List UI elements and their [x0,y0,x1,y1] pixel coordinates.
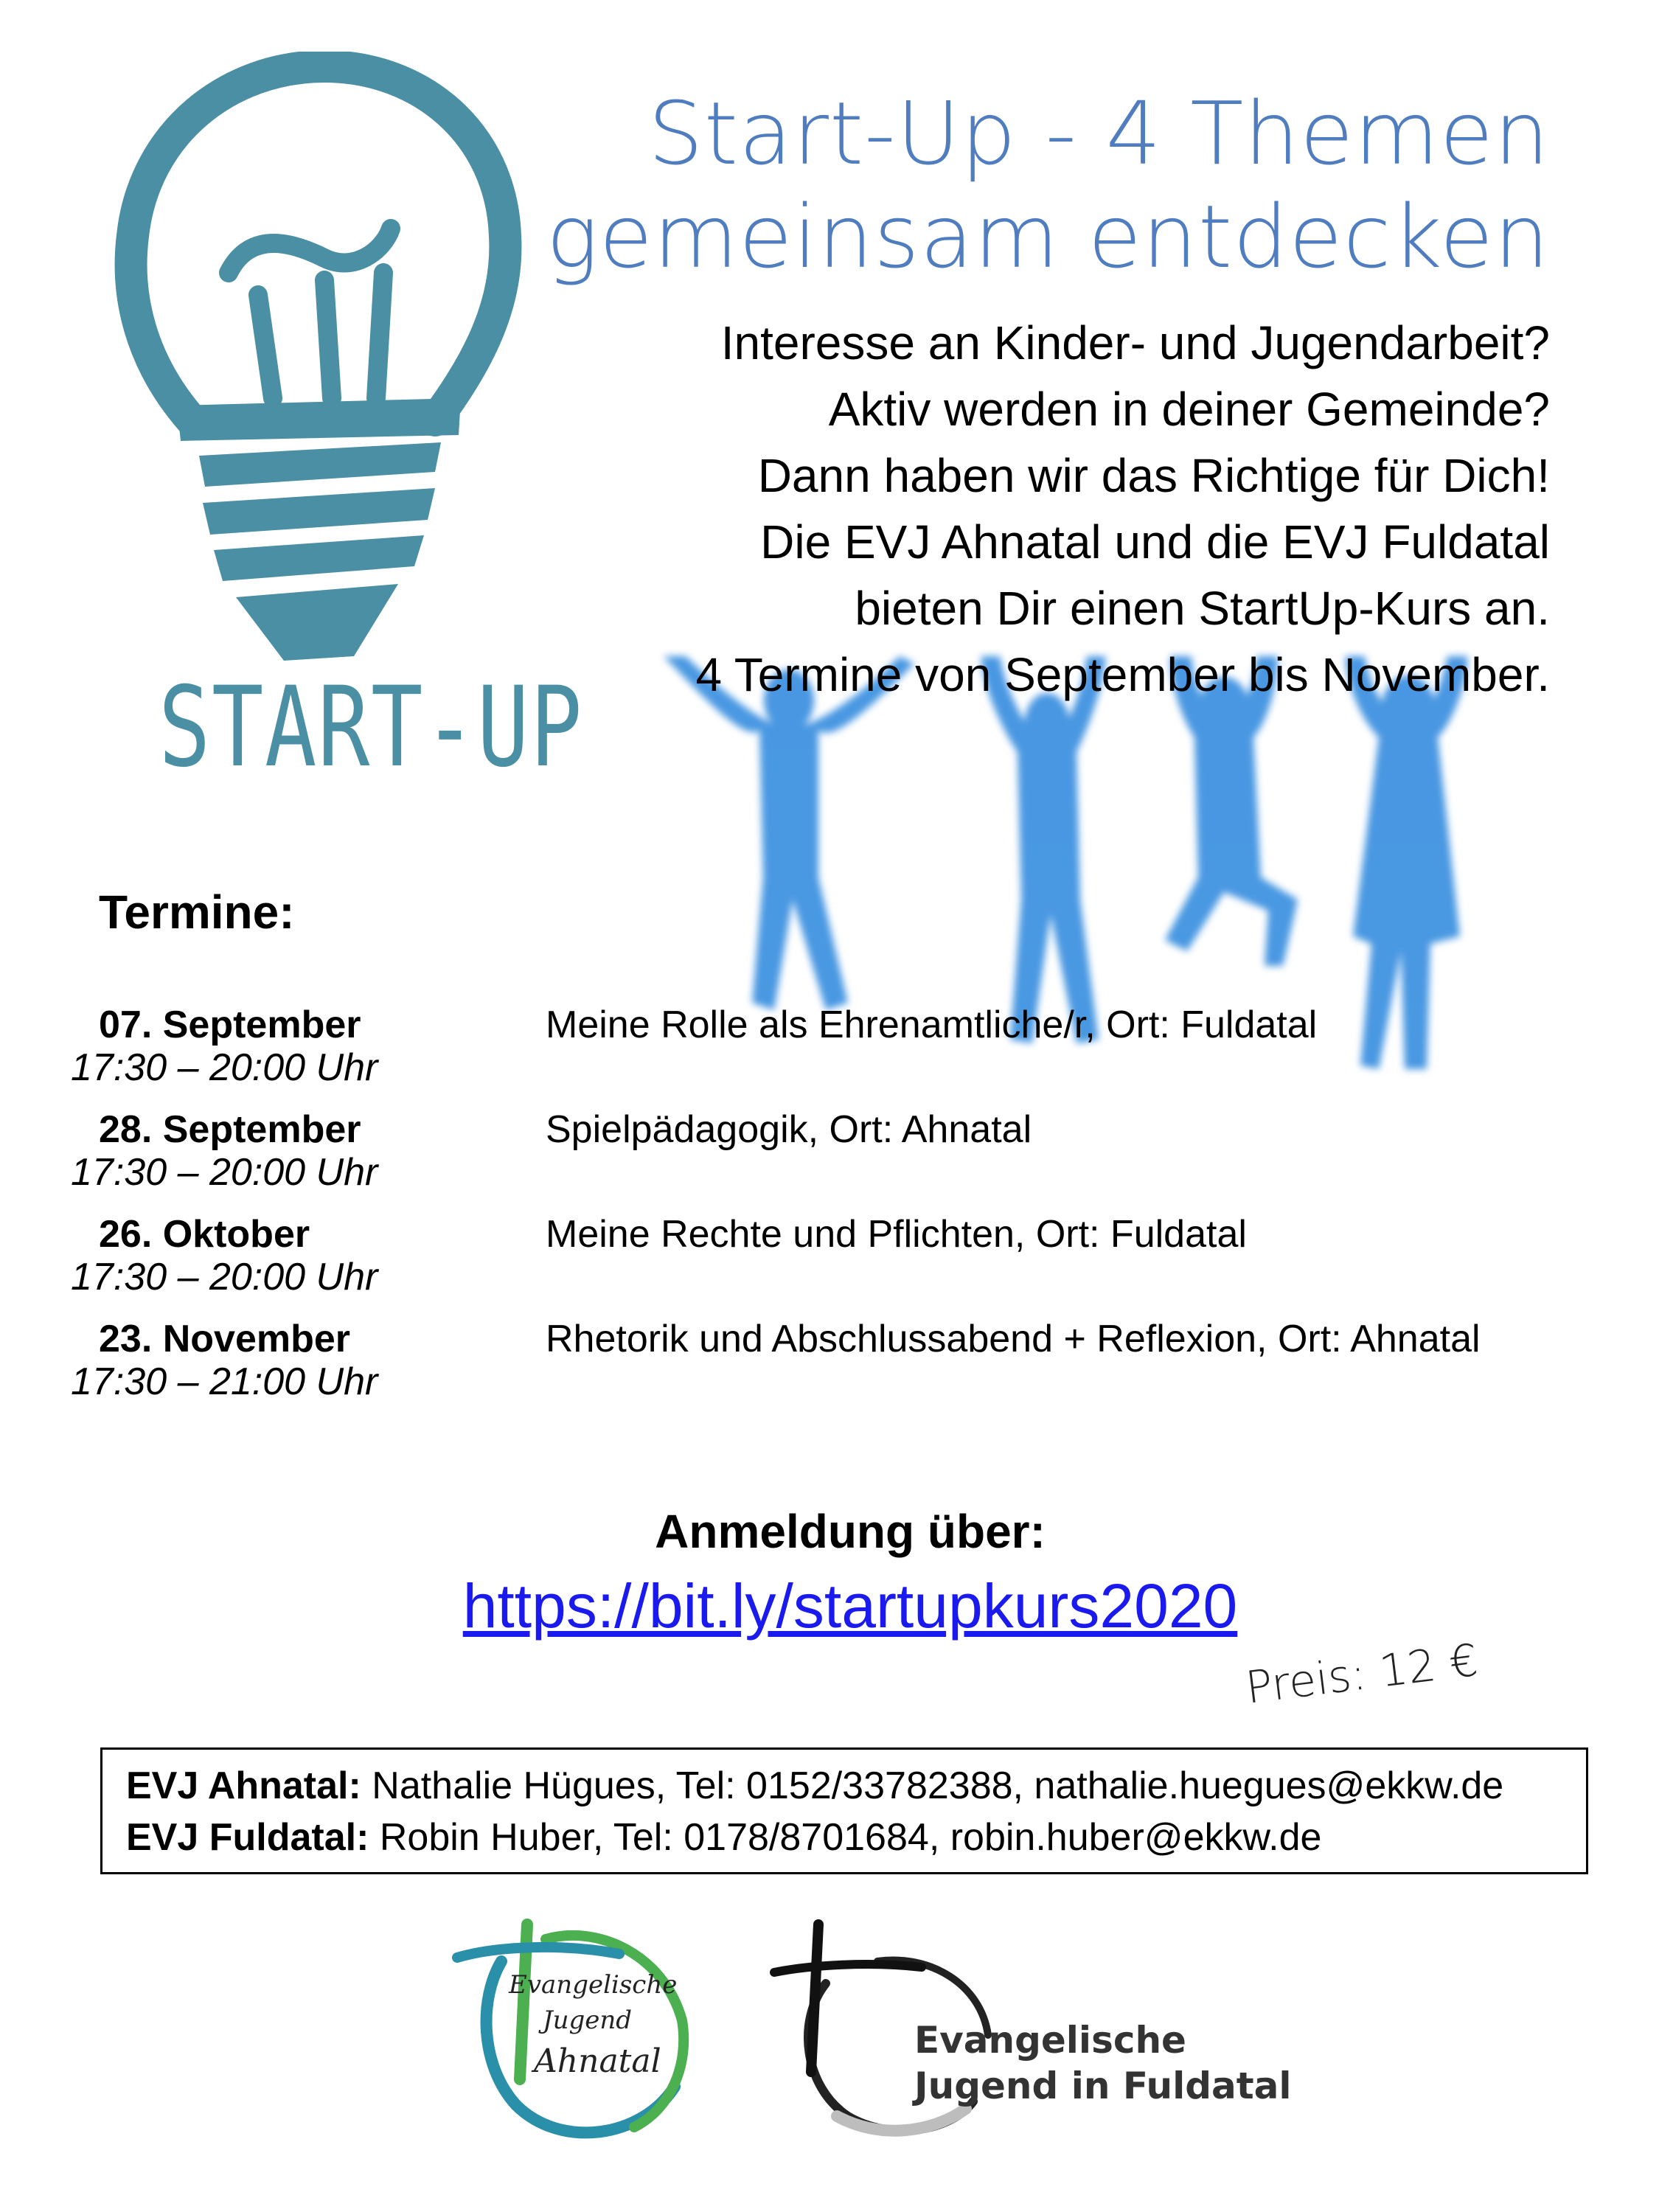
schedule-topic: Rhetorik und Abschlussabend + Reflexion, Ort: Ahnatal [546,1318,1481,1360]
light-bulb-icon [111,52,524,715]
schedule-heading: Termine: [99,886,295,939]
registration-link[interactable]: https://bit.ly/startupkurs2020 [462,1571,1238,1641]
schedule-time: 17:30 – 20:00 Uhr [71,1046,378,1089]
intro-line: 4 Termine von September bis November. [695,648,1550,701]
price-label: Preis: 12 € [1242,1634,1481,1714]
registration-label: Anmeldung über: [655,1505,1046,1558]
intro-line: Aktiv werden in deiner Gemeinde? [828,383,1550,436]
contact-org: EVJ Fuldatal: [126,1816,369,1859]
schedule-time: 17:30 – 21:00 Uhr [71,1360,378,1403]
schedule-topic: Meine Rolle als Ehrenamtliche/r, Ort: Fuldatal [546,1004,1318,1046]
ahnatal-logo-text: Ahnatal [534,2042,661,2080]
intro-line: bieten Dir einen StartUp-Kurs an. [855,582,1550,635]
schedule-topic: Spielpädagogik, Ort: Ahnatal [546,1108,1032,1151]
title-line-1: Start-Up - 4 Themen [647,83,1550,184]
schedule-time: 17:30 – 20:00 Uhr [71,1151,378,1194]
schedule-date: 23. November [99,1318,351,1360]
schedule-date: 07. September [99,1004,361,1046]
ahnatal-logo-text: Evangelische [509,1970,678,2000]
intro-line: Interesse an Kinder- und Jugendarbeit? [720,316,1550,369]
contact-details: Robin Huber, Tel: 0178/8701684, robin.huber@ekkw.de [379,1816,1322,1859]
title-line-2: gemeinsam entdecken [546,186,1550,288]
fuldatal-logo-text: Jugend in Fuldatal [914,2065,1292,2107]
fuldatal-logo-text: Evangelische [914,2019,1186,2062]
contact-details: Nathalie Hügues, Tel: 0152/33782388, nathalie.huegues@ekkw.de [372,1764,1504,1807]
logo-wordmark: START-UP [159,664,584,792]
intro-text [518,310,1550,708]
contact-row [126,1760,1562,1812]
contact-org: EVJ Ahnatal: [126,1764,361,1807]
schedule-date: 28. September [99,1108,361,1151]
contact-box [100,1747,1588,1874]
schedule-time: 17:30 – 20:00 Uhr [71,1256,378,1298]
intro-line: Die EVJ Ahnatal und die EVJ Fuldatal [760,515,1550,568]
schedule-date: 26. Oktober [99,1213,310,1256]
intro-line: Dann haben wir das Richtige für Dich! [757,449,1550,502]
schedule-topic: Meine Rechte und Pflichten, Ort: Fuldatal [546,1213,1247,1256]
ahnatal-logo-text: Jugend [543,2006,633,2035]
contact-row [126,1812,1562,1863]
